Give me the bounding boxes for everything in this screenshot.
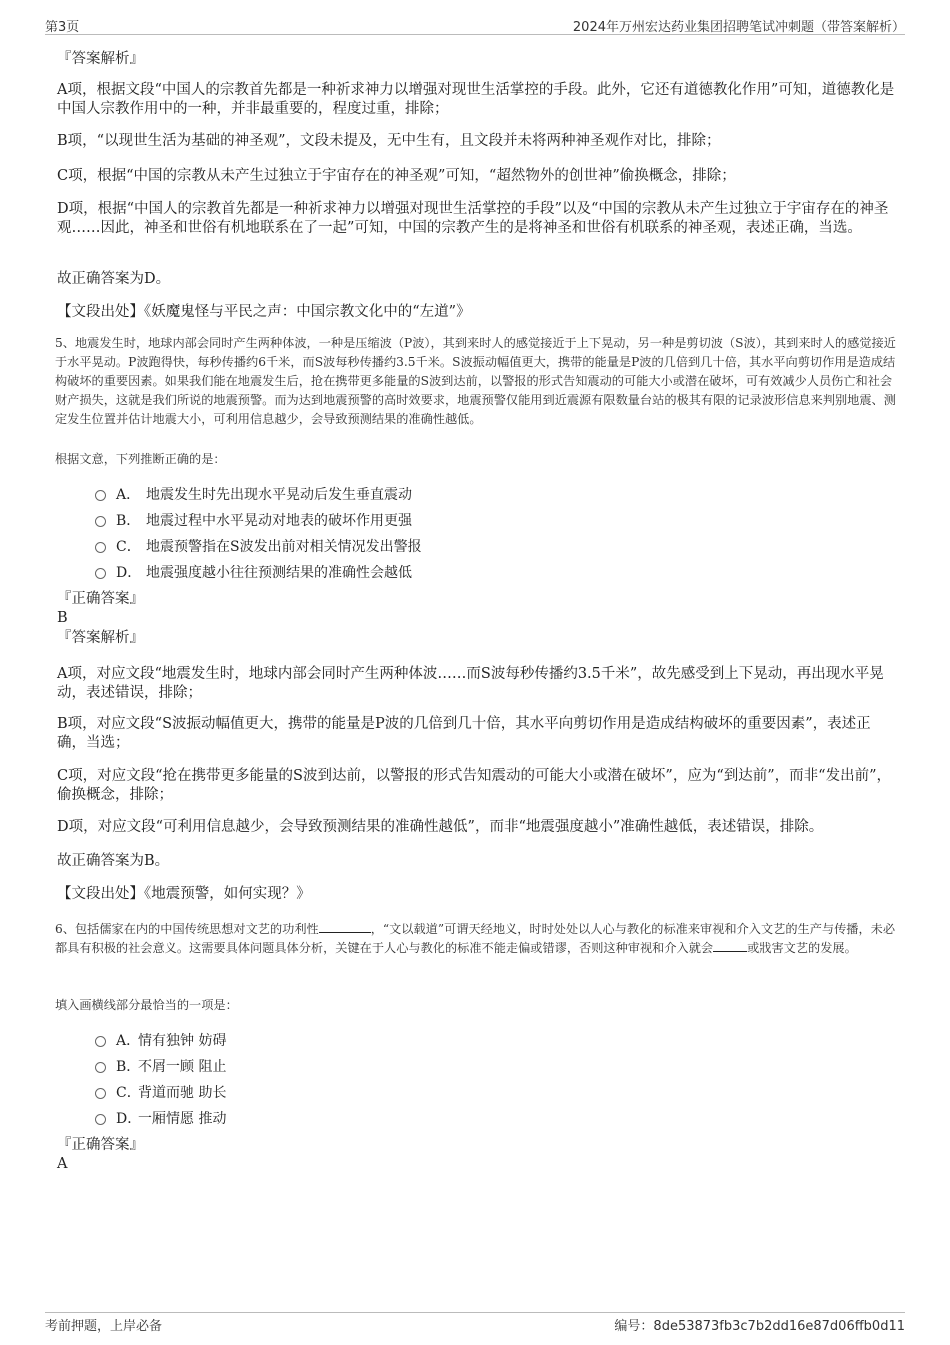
q5-answer: B bbox=[57, 610, 68, 626]
q5-analysis-a: A项，对应文段“地震发生时，地球内部会同时产生两种体波……而S波每秒传播约3.5千米”，故先感受到上下晃动，再出现水平晃动，表述错误，排除； bbox=[57, 666, 884, 701]
radio-icon[interactable] bbox=[95, 1088, 106, 1099]
q5-source: 【文段出处】《地震预警，如何实现？》 bbox=[57, 886, 311, 902]
q5-analysis-c: C项，对应文段“抢在携带更多能量的S波到达前，以警报的形式告知震动的可能大小或潜在破坏”，应为“到达前”，而非“发出前”，偷换概念，排除； bbox=[57, 768, 892, 803]
q5-option-a[interactable]: A． 地震发生时先出现水平晃动后发生垂直震动 bbox=[95, 482, 422, 508]
q6-option-d[interactable]: D． 一厢情愿 推动 bbox=[95, 1106, 226, 1132]
q5-option-c[interactable]: C． 地震预警指在S波发出前对相关情况发出警报 bbox=[95, 534, 422, 560]
document-title: 2024年万州宏达药业集团招聘笔试冲刺题（带答案解析） bbox=[572, 20, 905, 35]
radio-icon[interactable] bbox=[95, 1114, 106, 1125]
radio-icon[interactable] bbox=[95, 1062, 106, 1073]
q6-question: 填入画横线部分最恰当的一项是： bbox=[55, 998, 238, 1012]
q5-question: 根据文意，下列推断正确的是： bbox=[55, 452, 226, 466]
radio-icon[interactable] bbox=[95, 516, 106, 527]
q5-conclusion: 故正确答案为B。 bbox=[57, 853, 170, 869]
q5-option-d[interactable]: D． 地震强度越小往往预测结果的准确性会越低 bbox=[95, 560, 422, 586]
q4-source: 【文段出处】《妖魔鬼怪与平民之声：中国宗教文化中的“左道”》 bbox=[57, 304, 471, 320]
q5-analysis-label: 『答案解析』 bbox=[57, 630, 144, 646]
page-number: 第3页 bbox=[45, 20, 80, 35]
q4-analysis-a: A项，根据文段“中国人的宗教首先都是一种祈求神力以增强对现世生活掌控的手段。此外，它还有道德教化作用”可知，道德教化是中国人宗教作用中的一种，并非最重要的，程度过重，排除； bbox=[57, 82, 895, 117]
radio-icon[interactable] bbox=[95, 1036, 106, 1047]
q4-analysis-b: B项，“以现世生活为基础的神圣观”，文段未提及，无中生有，且文段并未将两种神圣观作对比，排除； bbox=[57, 133, 721, 149]
q6-answer-label: 『正确答案』 bbox=[57, 1137, 144, 1153]
q5-options bbox=[95, 482, 422, 586]
q6-option-b[interactable]: B． 不屑一顾 阻止 bbox=[95, 1054, 226, 1080]
q5-stem: 5、地震发生时，地球内部会同时产生两种体波，一种是压缩波（P波），其到来时人的感觉接近于上下晃动，另一种是剪切波（S波），其到来时人的感觉接近于水平晃动。P波跑得快，每秒传播约6千米，而S波每秒传播约3.5千米。S波振动幅值更大，携带的能量是P波的几倍到几十倍，其水平向剪切作用是造成结构破坏的重要因素。如果我们能在地震发生后，抢在携带更多能量的S波到达前，以警报的形式告知震动的可能大小或潜在破坏，可有效减少人员伤亡和社会财产损失，这就是我们所说的地震预警。而为达到地震预警的高时效要求，地震预警仅能用到近震源有限数量台站的极其有限的记录波形信息来判别地震、测定发生位置并估计地震大小，可利用信息越少，会导致预测结果的准确性越低。 bbox=[55, 336, 896, 426]
q6-answer: A bbox=[57, 1156, 68, 1172]
q4-analysis-c: C项，根据“中国的宗教从未产生过独立于宇宙存在的神圣观”可知，“超然物外的创世神”偷换概念，排除； bbox=[57, 168, 736, 184]
q6-option-c[interactable]: C． 背道而驰 助长 bbox=[95, 1080, 226, 1106]
q6-option-a[interactable]: A． 情有独钟 妨碍 bbox=[95, 1028, 226, 1054]
q4-analysis-label: 『答案解析』 bbox=[57, 51, 144, 67]
q5-answer-label: 『正确答案』 bbox=[57, 591, 144, 607]
page-header bbox=[45, 14, 905, 35]
page-footer bbox=[45, 1312, 905, 1335]
q5-analysis-b: B项，对应文段“S波振动幅值更大，携带的能量是P波的几倍到几十倍，其水平向剪切作用是造成结构破坏的重要因素”，表述正确，当选； bbox=[57, 716, 871, 751]
radio-icon[interactable] bbox=[95, 568, 106, 579]
q4-conclusion: 故正确答案为D。 bbox=[57, 271, 171, 287]
q4-analysis-d: D项，根据“中国人的宗教首先都是一种祈求神力以增强对现世生活掌控的手段”以及“中国的宗教从未产生过独立于宇宙存在的神圣观……因此，神圣和世俗有机地联系在了一起”可知，中国的宗教产生的是将神圣和世俗有机联系的神圣观，表述正确，当选。 bbox=[57, 201, 889, 236]
blank-2 bbox=[713, 939, 747, 952]
q5-option-b[interactable]: B． 地震过程中水平晃动对地表的破坏作用更强 bbox=[95, 508, 422, 534]
radio-icon[interactable] bbox=[95, 490, 106, 501]
document-id: 编号：8de53873fb3c7b2dd16e87d06ffb0d11 bbox=[614, 1319, 905, 1334]
q6-stem: 6、包括儒家在内的中国传统思想对文艺的功利性 ，“文以载道”可谓天经地义，时时处处以人心与教化的标准来审视和介入文艺的生产与传播，未必都具有积极的社会意义。这需要具体问题具体分析，关键在于人心与教化的标准不能走偏或错谬，否则这种审视和介入就会 或戕害文艺的发展。 bbox=[55, 922, 896, 955]
blank-1 bbox=[319, 920, 371, 933]
q5-analysis-d: D项，对应文段“可利用信息越少，会导致预测结果的准确性越低”，而非“地震强度越小”准确性越低，表述错误，排除。 bbox=[57, 819, 824, 835]
q6-options bbox=[95, 1028, 226, 1132]
radio-icon[interactable] bbox=[95, 542, 106, 553]
footer-slogan: 考前押题，上岸必备 bbox=[45, 1319, 163, 1334]
